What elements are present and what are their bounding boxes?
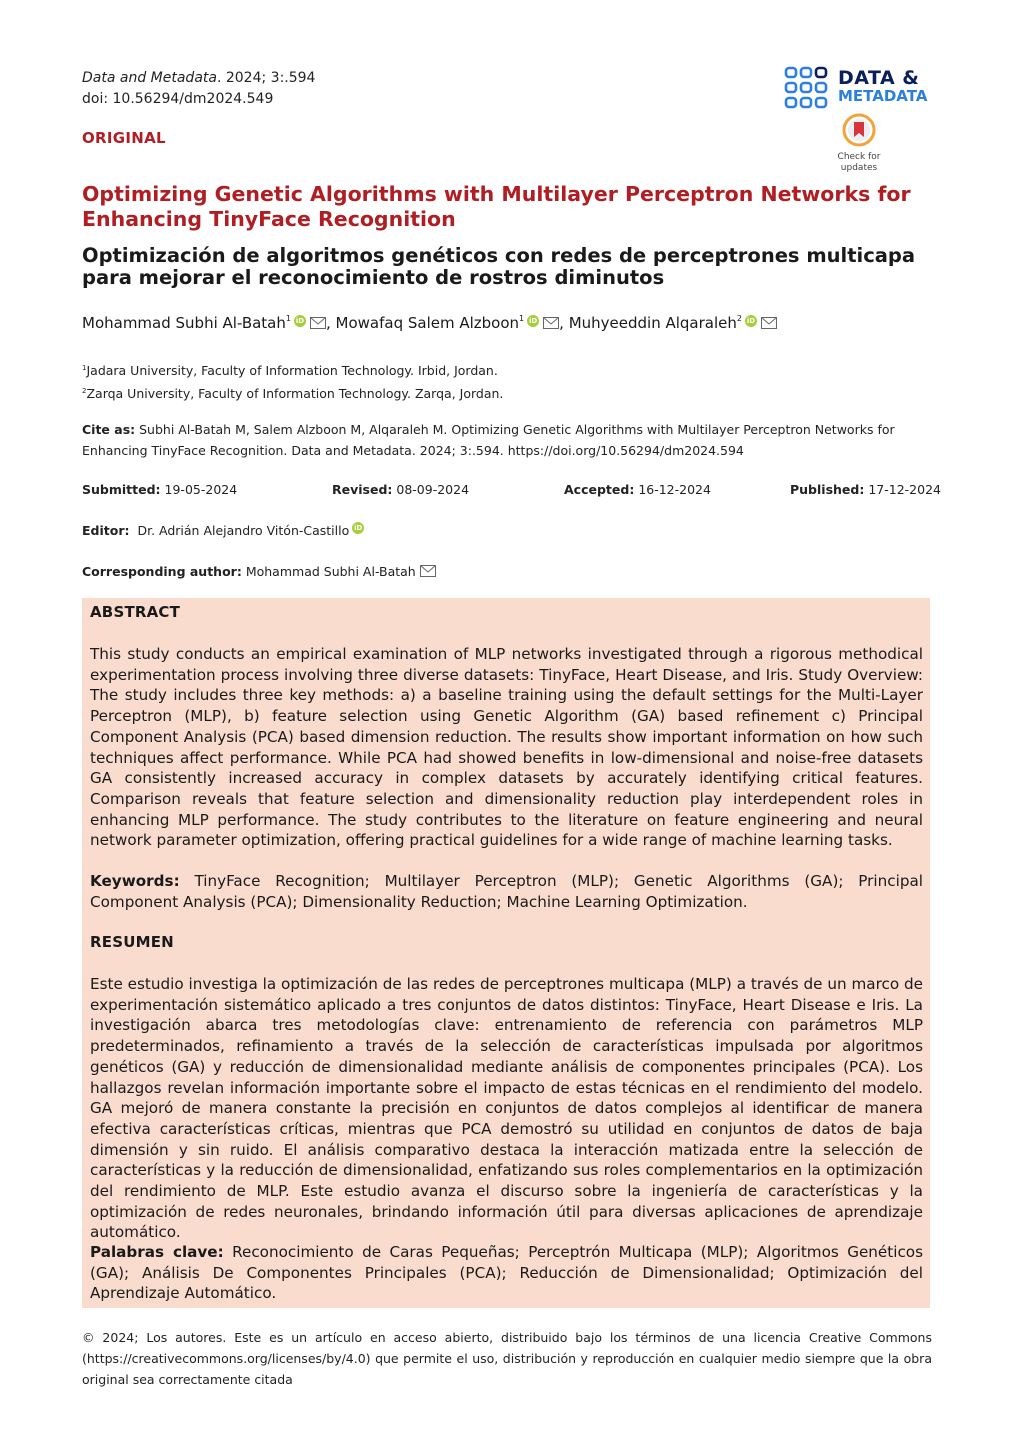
author-separator: , (325, 314, 336, 332)
date-value: 08-09-2024 (396, 482, 470, 497)
author-affil-num: 1 (285, 314, 291, 323)
title-spanish: Optimización de algoritmos genéticos con redes de perceptrones multicapa para mejorar el reconocimiento de rostros diminutos (82, 244, 916, 289)
affiliation-item (82, 381, 503, 404)
resumen-body: Este estudio investiga la optimización de las redes de perceptrones multicapa (MLP) a través de un marco de experimentación sistemático aplicado a tres conjuntos de datos distintos: TinyFace, Heart Disease e Iris. La investigación abarca tres metodologías clave: entrenamiento de referencia con parámetros MLP predeterminados, refinamiento a través de la selección de características impulsada por algoritmos genéticos (GA) y reducción de dimensionalidad mediante análisis de componentes principales (PCA). Los hallazgos revelan información importante sobre el impacto de estas técnicas en el rendimiento del modelo. GA mejoró de manera constante la precisión en conjuntos de datos complejos al identificar de manera efectiva características críticas, mientras que PCA demostró su utilidad en conjuntos de datos de baja dimensión y sin ruido. El análisis comparativo destaca la interacción matizada entre la selección de características y la reducción de dimensionalidad, enfatizando sus roles complementarios en la optimización del rendimiento de MLP. Este estudio avanza el discurso sobre la ingeniería de características y la optimización de redes neuronales, brindando información útil para diversas aplicaciones de aprendizaje automático. (90, 975, 923, 1242)
journal-name: Data and Metadata (82, 70, 217, 86)
abstract-box (82, 598, 930, 1308)
affiliation-item (82, 358, 503, 381)
author-affil-num: 1 (519, 314, 525, 323)
mail-icon[interactable] (543, 317, 559, 329)
affiliation-text: Zarqa University, Faculty of Information Technology. Zarqa, Jordan. (86, 386, 504, 401)
check-for-updates[interactable] (834, 113, 884, 173)
date-accepted (564, 482, 711, 497)
resumen-heading: RESUMEN (90, 933, 174, 951)
logo-title: DATA & (838, 67, 920, 89)
check-updates-line2: updates (840, 163, 878, 173)
date-label: Revised: (332, 482, 393, 497)
date-value: 17-12-2024 (868, 482, 941, 497)
affiliations (82, 358, 503, 404)
cite-text[interactable]: Subhi Al-Batah M, Salem Alzboon M, Alqaraleh M. Optimizing Genetic Algorithms with Multilayer Perceptron Networks for Enhancing TinyFace Recognition. Data and Metadata. 2024; 3:.594. https://doi.org/10.56294/dm2024.594 (82, 422, 895, 458)
author-name[interactable]: Mohammad Subhi Al-Batah (82, 314, 286, 332)
corresponding-label: Corresponding author: (82, 564, 242, 579)
mail-icon[interactable] (420, 565, 436, 577)
mail-icon[interactable] (761, 317, 777, 329)
date-value: 16-12-2024 (638, 482, 711, 497)
orcid-icon[interactable]: iD (529, 317, 538, 325)
editor (82, 522, 364, 538)
keywords-label: Keywords: (90, 872, 180, 890)
author-affil-num: 2 (736, 314, 742, 323)
abstract-body: This study conducts an empirical examination of MLP networks investigated through a rigorous methodical experimentation process involving three diverse datasets: TinyFace, Heart Disease, and Iris. Study Overview: The study includes three key methods: a) a baseline training using the default settings for the Multi-Layer Perceptron (MLP), b) feature selection using Genetic Algorithm (GA) based refinement c) Principal Component Analysis (PCA) based dimension reduction. The results show important information on how such techniques affect performance. While PCA had showed benefits in low-dimensional and noise-free datasets GA consistently increased accuracy in complex datasets by accurately identifying critical features. Comparison reveals that feature selection and dimensionality reduction play interdependent roles in enhancing MLP performance. The study contributes to the literature on feature engineering and neural network parameter optimization, offering practical guidelines for a wide range of machine learning tasks. (90, 645, 923, 850)
corresponding-author (82, 564, 436, 579)
affiliation-text: Jadara University, Faculty of Information Technology. Irbid, Jordan. (86, 363, 498, 378)
date-submitted (82, 482, 237, 497)
author-name[interactable]: Muhyeeddin Alqaraleh (568, 314, 737, 332)
date-label: Published: (790, 482, 865, 497)
author-separator: , (559, 314, 569, 332)
article-type: ORIGINAL (82, 129, 166, 147)
orcid-icon[interactable]: iD (746, 317, 756, 325)
check-updates-icon (842, 113, 876, 147)
abstract-heading: ABSTRACT (90, 603, 181, 621)
orcid-icon[interactable]: iD (295, 317, 305, 325)
cite-as (82, 419, 932, 461)
affiliation-num: 1 (82, 364, 87, 372)
journal-doi: doi: 10.56294/dm2024.549 (82, 91, 274, 107)
corresponding-name: Mohammad Subhi Al-Batah (245, 564, 416, 579)
author-name[interactable]: Mowafaq Salem Alzboon (335, 314, 520, 332)
cite-label: Cite as: (82, 422, 136, 437)
check-updates-line1: Check for (837, 152, 881, 162)
date-revised (332, 482, 469, 497)
affiliation-num: 2 (82, 387, 87, 395)
orcid-icon[interactable]: iD (354, 524, 363, 532)
author-list (82, 314, 777, 332)
resumen-keywords (90, 1242, 923, 1304)
license-notice: © 2024; Los autores. Este es un artículo en acceso abierto, distribuido bajo los términos de una licencia Creative Commons (https://creativecommons.org/licenses/by/4.0) que permite el uso, distribución y reproducción en cualquier medio siempre que la obra original sea correctamente citada (82, 1330, 932, 1387)
date-label: Accepted: (564, 482, 635, 497)
palabras-clave-label: Palabras clave: (90, 1243, 224, 1261)
date-published (790, 482, 941, 497)
editor-label: Editor: (82, 523, 130, 538)
keywords-text: TinyFace Recognition; Multilayer Perceptron (MLP); Genetic Algorithms (GA); Principal Component Analysis (PCA); Dimensionality Reduction; Machine Learning Optimization. (90, 872, 923, 911)
journal-citation (82, 68, 315, 110)
mail-icon[interactable] (310, 317, 326, 329)
title-english: Optimizing Genetic Algorithms with Multilayer Perceptron Networks for Enhancing TinyFace Recognition (82, 182, 911, 231)
palabras-clave-text: Reconocimiento de Caras Pequeñas; Perceptrón Multicapa (MLP); Algoritmos Genéticos (GA); Análisis De Componentes Principales (PCA); Reducción de Dimensionalidad; Optimización del Aprendizaje Automático. (90, 1243, 924, 1303)
editor-name: Dr. Adrián Alejandro Vitón-Castillo (137, 523, 350, 538)
logo-subtitle: METADATA (838, 87, 928, 105)
date-value: 19-05-2024 (164, 482, 238, 497)
abstract-keywords (90, 871, 923, 912)
journal-volume: . 2024; 3:.594 (216, 70, 316, 86)
date-label: Submitted: (82, 482, 161, 497)
logo-grid-icon (784, 66, 830, 110)
